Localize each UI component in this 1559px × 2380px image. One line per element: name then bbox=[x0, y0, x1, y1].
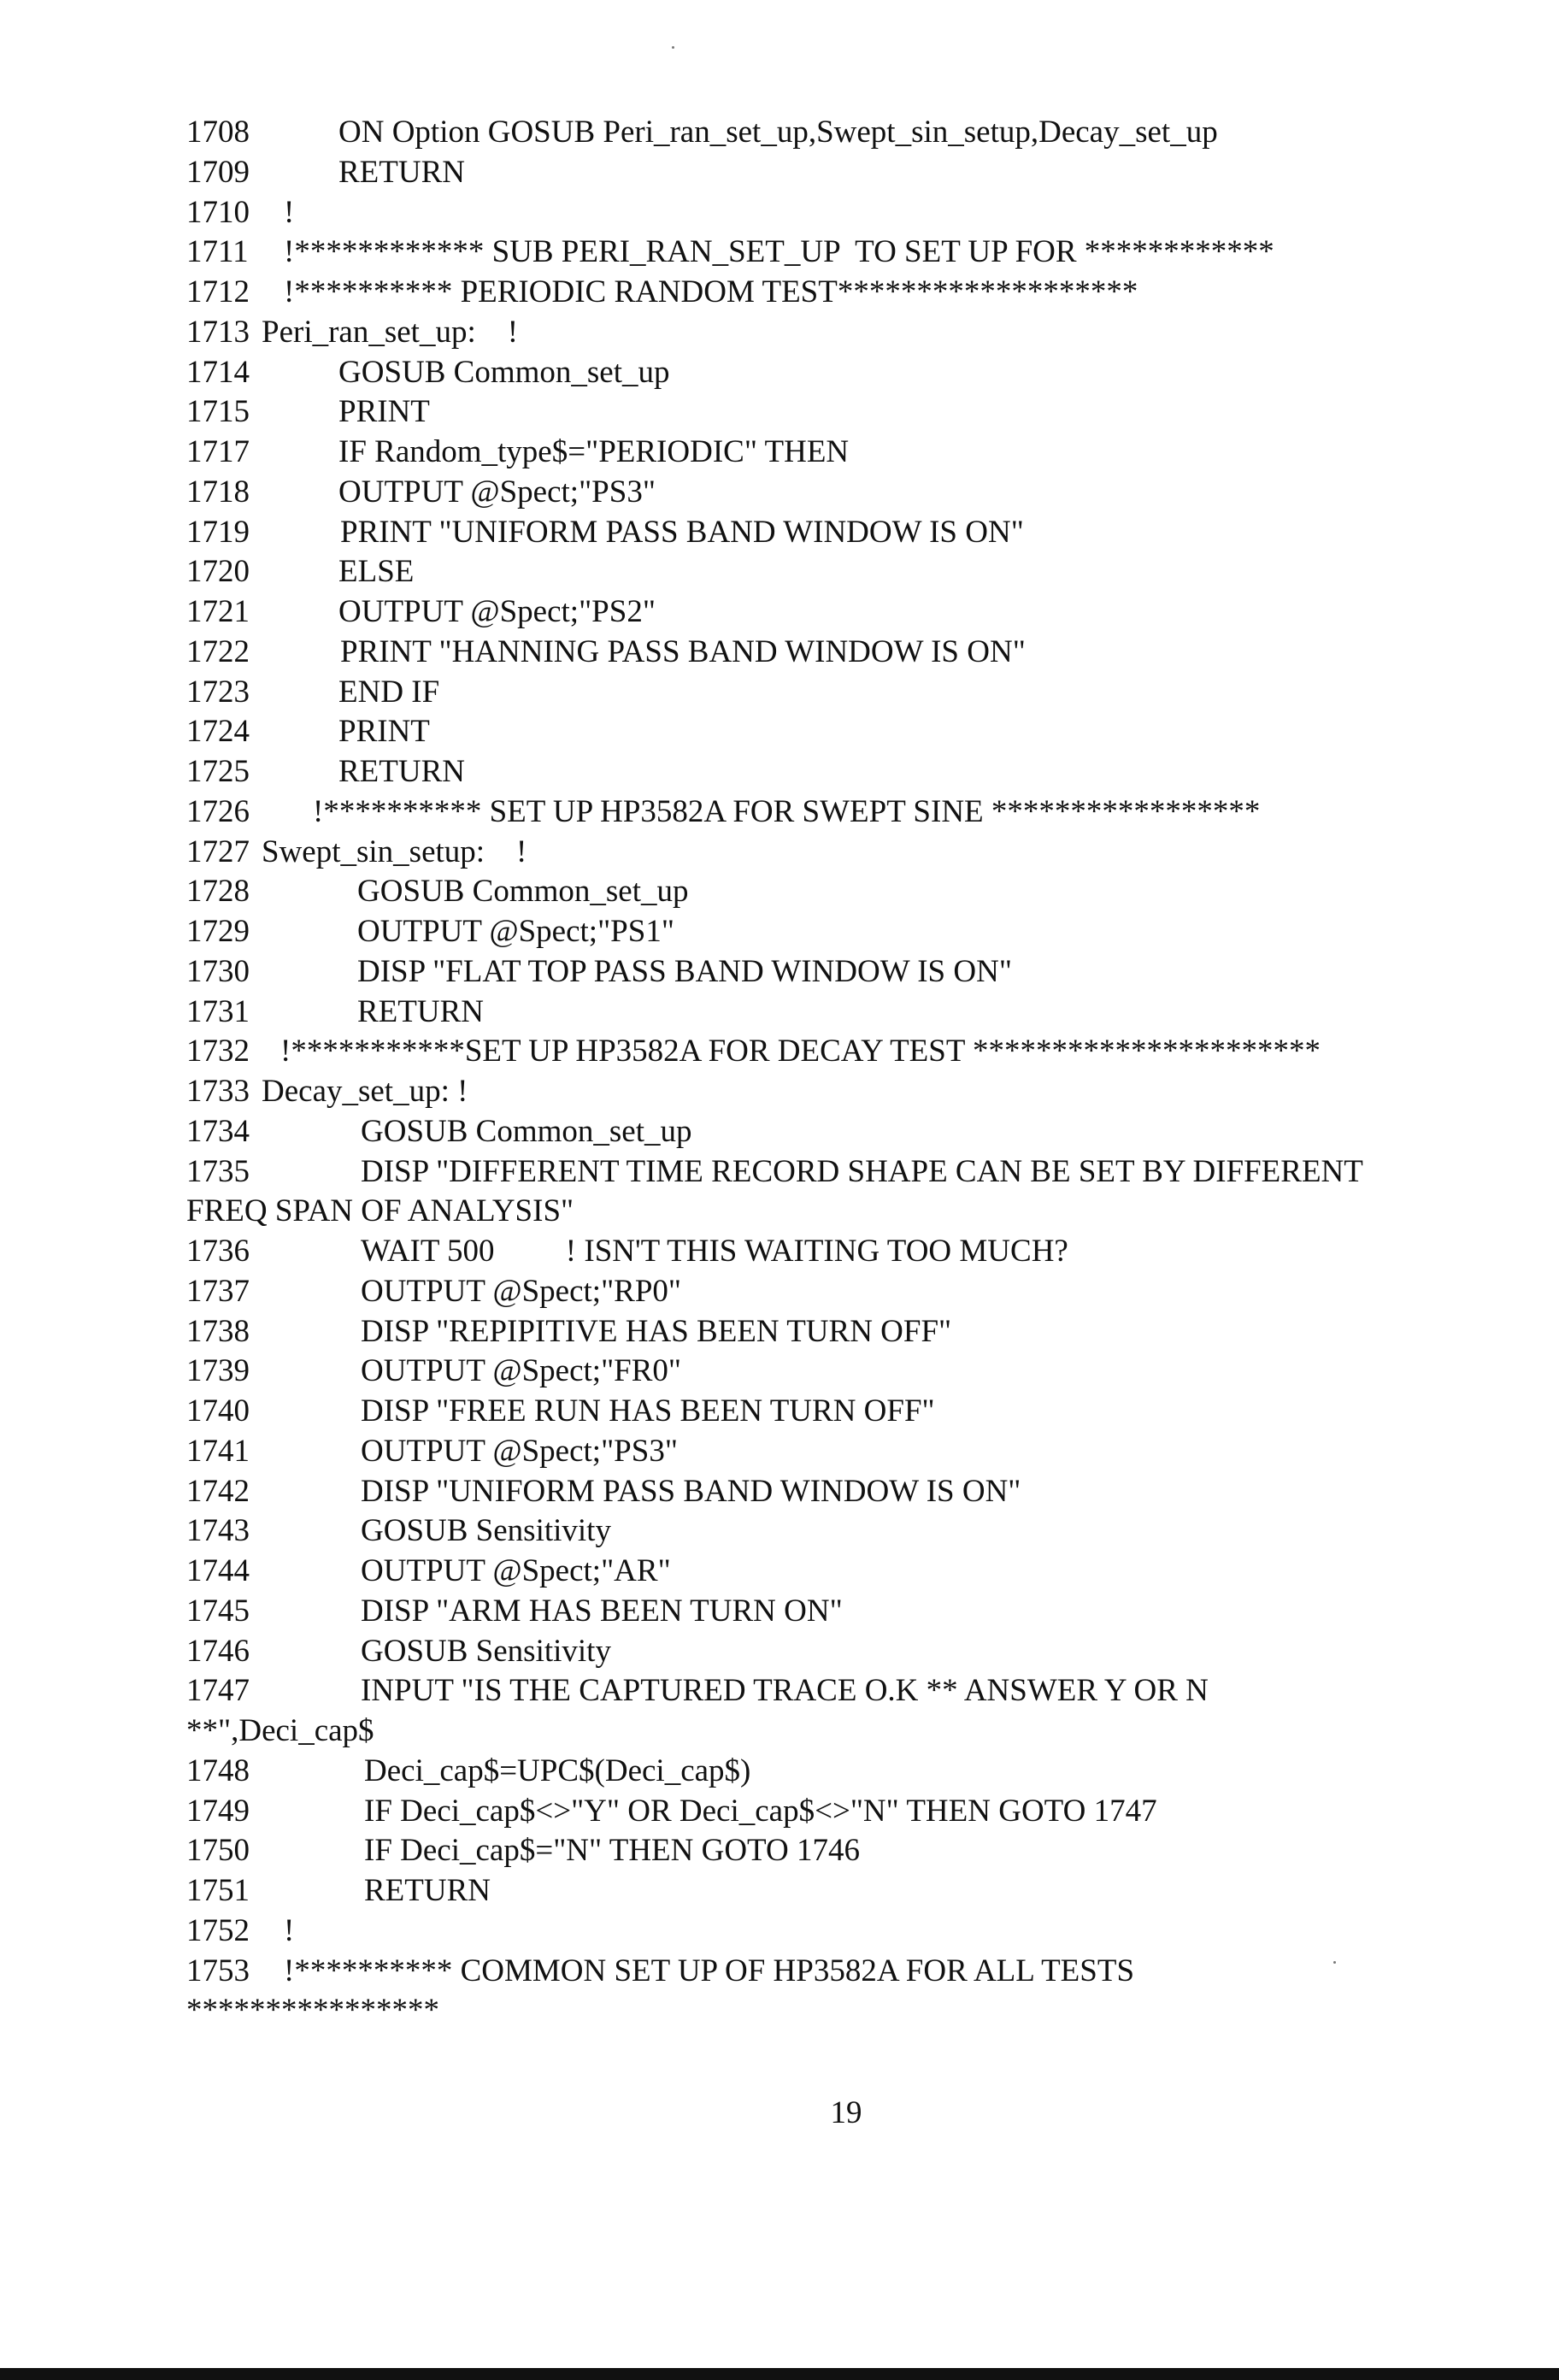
line-text-continuation: **",Deci_cap$ bbox=[186, 1713, 374, 1748]
code-line-1735 bbox=[186, 1152, 1485, 1193]
line-number: 1724 bbox=[186, 714, 250, 750]
line-number: 1733 bbox=[186, 1074, 250, 1109]
line-number: 1728 bbox=[186, 874, 250, 910]
code-line-1748 bbox=[186, 1752, 1485, 1792]
line-number: 1717 bbox=[186, 434, 250, 469]
code-line-continuation bbox=[186, 1192, 1485, 1232]
line-number: 1709 bbox=[186, 154, 250, 190]
line-number: 1748 bbox=[186, 1753, 250, 1788]
line-number: 1740 bbox=[186, 1393, 250, 1429]
code-line-1720 bbox=[186, 552, 1485, 592]
line-text: !********** SET UP HP3582A FOR SWEPT SINE ***************** bbox=[313, 793, 1261, 829]
line-text: GOSUB Common_set_up bbox=[338, 354, 670, 390]
line-text: Deci_cap$=UPC$(Deci_cap$) bbox=[364, 1753, 751, 1788]
line-text: END IF bbox=[338, 674, 440, 710]
line-number: 1747 bbox=[186, 1673, 250, 1709]
code-line-1710 bbox=[186, 193, 1485, 233]
scan-speck bbox=[672, 46, 674, 49]
code-line-1738 bbox=[186, 1312, 1485, 1352]
code-line-1749 bbox=[186, 1792, 1485, 1832]
line-number: 1718 bbox=[186, 474, 250, 510]
line-number: 1714 bbox=[186, 354, 250, 390]
line-number: 1730 bbox=[186, 953, 250, 989]
line-text: DISP "FREE RUN HAS BEEN TURN OFF" bbox=[361, 1393, 935, 1429]
line-number: 1736 bbox=[186, 1234, 250, 1269]
line-number: 1721 bbox=[186, 594, 250, 629]
code-line-1742 bbox=[186, 1472, 1485, 1512]
code-line-continuation bbox=[186, 1991, 1485, 2031]
line-number: 1729 bbox=[186, 914, 250, 949]
code-line-1713 bbox=[186, 313, 1485, 353]
line-text: IF Deci_cap$<>"Y" OR Deci_cap$<>"N" THEN GOTO 1747 bbox=[364, 1793, 1157, 1829]
code-line-1714 bbox=[186, 353, 1485, 393]
code-line-1746 bbox=[186, 1632, 1485, 1672]
line-text-continuation: **************** bbox=[186, 1993, 439, 2029]
code-line-1739 bbox=[186, 1352, 1485, 1392]
code-line-1726 bbox=[186, 792, 1485, 833]
line-text: Swept_sin_setup: ! bbox=[262, 834, 527, 869]
line-text: GOSUB Common_set_up bbox=[361, 1113, 692, 1149]
line-text: RETURN bbox=[338, 154, 465, 190]
line-text: RETURN bbox=[364, 1873, 491, 1908]
code-line-1722 bbox=[186, 633, 1485, 673]
line-text: OUTPUT @Spect;"PS3" bbox=[338, 474, 656, 510]
code-line-continuation bbox=[186, 1711, 1485, 1752]
line-text: OUTPUT @Spect;"AR" bbox=[361, 1553, 671, 1588]
code-line-1723 bbox=[186, 673, 1485, 713]
code-line-1732 bbox=[186, 1032, 1485, 1072]
line-text: DISP "FLAT TOP PASS BAND WINDOW IS ON" bbox=[357, 953, 1012, 989]
line-number: 1732 bbox=[186, 1034, 250, 1069]
line-text: IF Random_type$="PERIODIC" THEN bbox=[338, 434, 850, 469]
line-text: PRINT "UNIFORM PASS BAND WINDOW IS ON" bbox=[340, 514, 1024, 550]
code-line-1740 bbox=[186, 1392, 1485, 1432]
code-line-1729 bbox=[186, 912, 1485, 952]
line-text: RETURN bbox=[357, 993, 484, 1029]
line-text: Decay_set_up: ! bbox=[262, 1074, 468, 1109]
line-number: 1715 bbox=[186, 394, 250, 430]
code-line-1731 bbox=[186, 993, 1485, 1033]
line-text: !********** PERIODIC RANDOM TEST******************* bbox=[284, 274, 1138, 309]
line-text: ! bbox=[284, 1912, 295, 1948]
code-line-1711 bbox=[186, 233, 1485, 273]
line-text: WAIT 500 ! ISN'T THIS WAITING TOO MUCH? bbox=[361, 1234, 1068, 1269]
line-number: 1737 bbox=[186, 1273, 250, 1309]
line-number: 1738 bbox=[186, 1313, 250, 1349]
line-number: 1734 bbox=[186, 1113, 250, 1149]
line-number: 1722 bbox=[186, 633, 250, 669]
code-line-1727 bbox=[186, 833, 1485, 873]
line-number: 1719 bbox=[186, 514, 250, 550]
code-line-1736 bbox=[186, 1232, 1485, 1272]
code-line-1750 bbox=[186, 1831, 1485, 1871]
line-number: 1712 bbox=[186, 274, 250, 309]
code-line-1733 bbox=[186, 1072, 1485, 1112]
line-text: ON Option GOSUB Peri_ran_set_up,Swept_sin_setup,Decay_set_up bbox=[338, 115, 1218, 150]
line-number: 1708 bbox=[186, 115, 250, 150]
line-number: 1720 bbox=[186, 554, 250, 590]
code-line-1719 bbox=[186, 513, 1485, 553]
code-listing bbox=[186, 113, 1485, 2031]
line-number: 1751 bbox=[186, 1873, 250, 1908]
code-line-1728 bbox=[186, 872, 1485, 912]
line-text: INPUT "IS THE CAPTURED TRACE O.K ** ANSWER Y OR N bbox=[361, 1673, 1209, 1709]
line-number: 1723 bbox=[186, 674, 250, 710]
line-number: 1726 bbox=[186, 793, 250, 829]
code-line-1752 bbox=[186, 1912, 1485, 1952]
code-line-1741 bbox=[186, 1432, 1485, 1472]
code-line-1708 bbox=[186, 113, 1485, 153]
line-number: 1711 bbox=[186, 234, 249, 270]
code-line-1717 bbox=[186, 433, 1485, 473]
line-number: 1746 bbox=[186, 1633, 250, 1669]
line-number: 1713 bbox=[186, 314, 250, 350]
line-number: 1731 bbox=[186, 993, 250, 1029]
line-number: 1753 bbox=[186, 1953, 250, 1988]
code-line-1744 bbox=[186, 1552, 1485, 1592]
line-text-continuation: FREQ SPAN OF ANALYSIS" bbox=[186, 1193, 574, 1229]
line-text: OUTPUT @Spect;"RP0" bbox=[361, 1273, 682, 1309]
line-text: OUTPUT @Spect;"PS1" bbox=[357, 914, 674, 949]
scan-bottom-edge bbox=[0, 2368, 1559, 2380]
line-text: DISP "UNIFORM PASS BAND WINDOW IS ON" bbox=[361, 1473, 1021, 1509]
line-text: DISP "DIFFERENT TIME RECORD SHAPE CAN BE SET BY DIFFERENT bbox=[361, 1153, 1363, 1189]
code-line-1745 bbox=[186, 1592, 1485, 1632]
line-number: 1749 bbox=[186, 1793, 250, 1829]
code-line-1725 bbox=[186, 752, 1485, 792]
line-number: 1725 bbox=[186, 754, 250, 789]
line-text: OUTPUT @Spect;"FR0" bbox=[361, 1353, 682, 1389]
line-text: GOSUB Common_set_up bbox=[357, 874, 689, 910]
line-text: !***********SET UP HP3582A FOR DECAY TEST ********************** bbox=[280, 1034, 1321, 1069]
line-text: DISP "REPIPITIVE HAS BEEN TURN OFF" bbox=[361, 1313, 952, 1349]
line-text: RETURN bbox=[338, 754, 465, 789]
line-text: DISP "ARM HAS BEEN TURN ON" bbox=[361, 1593, 843, 1629]
code-line-1712 bbox=[186, 273, 1485, 313]
line-text: OUTPUT @Spect;"PS3" bbox=[361, 1433, 678, 1469]
line-text: Peri_ran_set_up: ! bbox=[262, 314, 519, 350]
code-line-1737 bbox=[186, 1272, 1485, 1312]
line-text: PRINT bbox=[338, 394, 430, 430]
line-text: !************ SUB PERI_RAN_SET_UP TO SET UP FOR ************ bbox=[284, 234, 1274, 270]
line-number: 1752 bbox=[186, 1912, 250, 1948]
line-text: GOSUB Sensitivity bbox=[361, 1513, 611, 1549]
line-number: 1743 bbox=[186, 1513, 250, 1549]
line-text: OUTPUT @Spect;"PS2" bbox=[338, 594, 656, 629]
line-number: 1742 bbox=[186, 1473, 250, 1509]
code-line-1715 bbox=[186, 392, 1485, 433]
line-text: !********** COMMON SET UP OF HP3582A FOR ALL TESTS bbox=[284, 1953, 1135, 1988]
code-line-1753 bbox=[186, 1952, 1485, 1992]
code-line-1721 bbox=[186, 592, 1485, 633]
line-text: IF Deci_cap$="N" THEN GOTO 1746 bbox=[364, 1833, 860, 1869]
line-text: PRINT "HANNING PASS BAND WINDOW IS ON" bbox=[340, 633, 1026, 669]
code-line-1730 bbox=[186, 952, 1485, 993]
line-text: PRINT bbox=[338, 714, 430, 750]
line-number: 1745 bbox=[186, 1593, 250, 1629]
code-line-1747 bbox=[186, 1671, 1485, 1711]
line-number: 1735 bbox=[186, 1153, 250, 1189]
line-number: 1710 bbox=[186, 194, 250, 230]
line-text: ! bbox=[284, 194, 295, 230]
line-number: 1750 bbox=[186, 1833, 250, 1869]
page-number: 19 bbox=[830, 2095, 862, 2130]
line-text: ELSE bbox=[338, 554, 415, 590]
code-line-1718 bbox=[186, 473, 1485, 513]
line-number: 1727 bbox=[186, 834, 250, 869]
line-text: GOSUB Sensitivity bbox=[361, 1633, 611, 1669]
line-number: 1741 bbox=[186, 1433, 250, 1469]
line-number: 1739 bbox=[186, 1353, 250, 1389]
scan-speck bbox=[1333, 1961, 1336, 1964]
code-line-1751 bbox=[186, 1871, 1485, 1912]
code-line-1743 bbox=[186, 1511, 1485, 1552]
line-number: 1744 bbox=[186, 1553, 250, 1588]
code-line-1709 bbox=[186, 153, 1485, 193]
code-line-1724 bbox=[186, 712, 1485, 752]
code-line-1734 bbox=[186, 1112, 1485, 1152]
